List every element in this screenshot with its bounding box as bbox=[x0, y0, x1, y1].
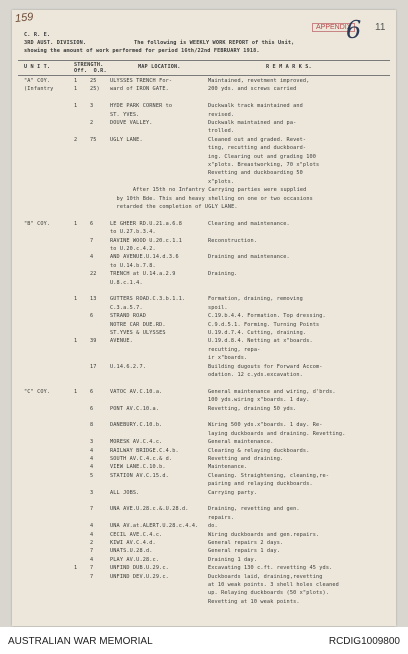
row-remarks: Formation, draining, removing bbox=[208, 296, 303, 303]
handwritten-folio-number: 159 bbox=[14, 11, 34, 25]
header-rule-bottom bbox=[18, 75, 390, 76]
row-remarks: laying duckboards and draining. Revetting. bbox=[208, 430, 346, 437]
row-other-ranks: 4 bbox=[90, 447, 94, 454]
row-other-ranks: 39 bbox=[90, 338, 97, 345]
header-period: showing the amount of work performed for period 16th/22nd FEBRUARY 1918. bbox=[24, 48, 260, 54]
row-location: STRAND ROAD bbox=[110, 313, 147, 320]
row-location: After 15th no Infantry Carrying parties were supplied bbox=[110, 187, 307, 194]
row-remarks: U.19.d.7.4. Cutting, draining. bbox=[208, 330, 307, 336]
row-remarks: Cleaned out and graded. Revet- bbox=[208, 136, 307, 143]
row-remarks: Building dugouts for Forward Accom- bbox=[208, 363, 323, 370]
row-other-ranks: 6 bbox=[90, 313, 94, 320]
column-strength: STRENGTH. bbox=[74, 62, 104, 68]
row-location: NOTRE CAR DUE.RD. bbox=[110, 321, 166, 328]
row-other-ranks: 4 bbox=[90, 531, 94, 538]
row-remarks: Carrying party. bbox=[208, 489, 258, 496]
appendix-stamp: APPENDIX bbox=[312, 23, 355, 32]
handwritten-appendix-number: 6 bbox=[346, 16, 362, 44]
row-remarks: Excavating 130 c.ft. revetting 45 yds. bbox=[208, 565, 333, 572]
row-location: HYDE PARK CORNER to bbox=[110, 103, 173, 110]
row-remarks: C.9.d.5.1. Forming. Turning Points bbox=[208, 321, 320, 328]
row-location: DANEBURY.C.10.b. bbox=[110, 422, 163, 429]
row-remarks: Maintenance. bbox=[208, 464, 248, 471]
row-remarks: Draining, revetting and gen. bbox=[208, 506, 300, 513]
row-location: UNFIND DUB.U.29.c. bbox=[110, 565, 169, 572]
row-other-ranks: 6 bbox=[90, 388, 94, 395]
row-location: UNA AVE.U.28.c.&.U.28.d. bbox=[110, 506, 189, 513]
row-remarks: Duckwalk maintained and pa- bbox=[208, 120, 297, 126]
header-rule-top bbox=[18, 60, 390, 61]
row-location: to U.27.b.3.4. bbox=[110, 229, 156, 236]
row-unit: (Infantry bbox=[24, 86, 54, 93]
row-other-ranks: 17 bbox=[90, 363, 97, 370]
row-location: PLAY AV.U.28.c. bbox=[110, 556, 160, 563]
row-location: PONT AV.C.10.a. bbox=[110, 405, 160, 412]
row-remarks: Revetting, draining 50 yds. bbox=[208, 405, 297, 412]
row-location: RAILWAY BRIDGE.C.4.b. bbox=[110, 447, 179, 454]
row-officers: 1 bbox=[74, 338, 78, 345]
column-unit: U N I T. bbox=[24, 64, 51, 70]
row-remarks: Duckwalk track maintained and bbox=[208, 103, 303, 110]
row-location: MORESK AV.C.4.c. bbox=[110, 439, 163, 446]
row-remarks: spoil. bbox=[208, 304, 228, 311]
row-unit: "C" COY. bbox=[24, 388, 51, 395]
row-officers: 1 bbox=[74, 388, 78, 395]
row-location: TRENCH at U.14.a.2.9 bbox=[110, 271, 176, 278]
row-other-ranks: 4 bbox=[90, 456, 94, 462]
row-location: U.14.6.2.7. bbox=[110, 363, 147, 370]
row-other-ranks: 2 bbox=[90, 540, 94, 546]
row-location: RAVINE WOOD U.20.c.1.1 bbox=[110, 237, 183, 244]
row-remarks: recutting, repa- bbox=[208, 346, 261, 353]
row-other-ranks: 7 bbox=[90, 573, 94, 580]
row-remarks: do. bbox=[208, 523, 218, 530]
row-other-ranks: 2 bbox=[90, 120, 94, 126]
row-other-ranks: 22 bbox=[90, 271, 97, 278]
row-location: UNATS.U.28.d. bbox=[110, 548, 153, 555]
row-other-ranks: 4 bbox=[90, 254, 94, 261]
row-remarks: Revetting at 10 weak points. bbox=[208, 598, 300, 605]
row-other-ranks: 5 bbox=[90, 472, 94, 479]
row-location: ULYSSES TRENCH For- bbox=[110, 78, 173, 84]
row-remarks: Wiring 500 yds.x"boards. 1 day. Re- bbox=[208, 422, 323, 429]
folio-number: 11 bbox=[375, 22, 386, 33]
footer-record-id: RCDIG1009800 bbox=[328, 636, 400, 647]
row-remarks: General maintenance. bbox=[208, 439, 274, 446]
row-remarks: Cleaning. Straightening, cleaning,re- bbox=[208, 472, 330, 479]
row-remarks: Clearing and maintenance. bbox=[208, 220, 290, 227]
archive-footer bbox=[0, 627, 408, 654]
row-remarks: Revetting and draining. bbox=[208, 456, 284, 462]
row-location: KIWI AV.C.4.d. bbox=[110, 540, 156, 546]
row-remarks: Draining 1 day. bbox=[208, 556, 258, 563]
row-other-ranks: 6 bbox=[90, 220, 94, 227]
row-officers: 1 bbox=[74, 565, 78, 572]
row-unit: "A" COY. bbox=[24, 78, 51, 84]
row-location: DOUVE VALLEY. bbox=[110, 120, 153, 126]
row-unit: "B" COY. bbox=[24, 220, 51, 227]
row-remarks: pairing and relaying duckboards. bbox=[208, 481, 313, 488]
row-remarks: General maintenance and wiring, d'brds. bbox=[208, 388, 336, 395]
row-remarks: ing. Clearing out and grading 100 bbox=[208, 153, 317, 160]
row-location: UGLY LANE. bbox=[110, 136, 143, 143]
row-officers: 1 bbox=[74, 296, 78, 303]
row-other-ranks: 3 bbox=[90, 489, 94, 496]
row-location: CECIL AVE.C.4.c. bbox=[110, 531, 163, 538]
row-other-ranks: 7 bbox=[90, 506, 94, 513]
row-other-ranks: 13 bbox=[90, 296, 97, 303]
row-remarks: x"plots. bbox=[208, 178, 235, 185]
row-remarks: C.19.b.4.4. Formation. Top dressing. bbox=[208, 313, 326, 320]
row-remarks: ting, recutting and duckboard- bbox=[208, 145, 307, 152]
row-remarks: up. Relaying duckboards (50 x"plots). bbox=[208, 590, 330, 597]
row-location: U.8.c.1.4. bbox=[110, 279, 143, 286]
row-location: LE GHEER RD.U.21.a.6.8 bbox=[110, 220, 183, 227]
row-other-ranks: 7 bbox=[90, 237, 94, 244]
row-remarks: 100 yds.wiring x"boards. 1 day. bbox=[208, 397, 310, 404]
row-location: C.3.a.5.7. bbox=[110, 304, 143, 311]
row-location: AND AVENUE.U.14.d.3.6 bbox=[110, 254, 179, 261]
row-other-ranks: 6 bbox=[90, 405, 94, 412]
row-other-ranks: 4 bbox=[90, 556, 94, 563]
row-location: UNFIND DEV.U.29.c. bbox=[110, 573, 169, 580]
row-remarks: 200 yds. and screws carried bbox=[208, 86, 297, 93]
column-strength-sub: Off. O.R. bbox=[74, 68, 107, 74]
row-other-ranks: 25) bbox=[90, 86, 100, 93]
row-remarks: odation. 12 c.yds.excavation. bbox=[208, 372, 303, 378]
row-remarks: repairs. bbox=[208, 514, 235, 521]
row-remarks: Wiring duckboards and gen.repairs. bbox=[208, 531, 320, 538]
row-location: ST.YVES & ULYSSES bbox=[110, 330, 166, 336]
row-location: STATION AV.C.15.d. bbox=[110, 472, 169, 479]
row-location: ward of IRON GATE. bbox=[110, 86, 169, 93]
column-remarks: R E M A R K S. bbox=[266, 64, 312, 70]
row-location: VIEW LANE.C.10.b. bbox=[110, 464, 166, 471]
row-other-ranks: 3 bbox=[90, 103, 94, 110]
row-remarks: Maintained, revetment improved, bbox=[208, 78, 310, 84]
row-location: by 10th Bde. This and heavy shelling on one or two occasions bbox=[110, 195, 313, 202]
row-remarks: Draining. bbox=[208, 271, 238, 278]
row-remarks: x"plots. Breastworking, 70 x"plots bbox=[208, 162, 320, 168]
row-location: AVENUE. bbox=[110, 338, 133, 345]
header-intro: The following is WEEKLY WORK REPORT of this Unit, bbox=[134, 40, 295, 46]
header-division: 3RD AUST. DIVISION. bbox=[24, 40, 87, 46]
row-location: ST. YVES. bbox=[110, 111, 140, 118]
row-remarks: Clearing & relaying duckboards. bbox=[208, 447, 310, 454]
row-other-ranks: 25 bbox=[90, 78, 97, 84]
row-officers: 1 bbox=[74, 103, 78, 110]
row-remarks: General repairs 1 day. bbox=[208, 548, 281, 555]
row-location: UNA AV.at.ALERT.U.28.c.4.4. bbox=[110, 523, 199, 530]
row-officers: 1 bbox=[74, 220, 78, 227]
row-remarks: Duckboards laid, draining,revetting bbox=[208, 573, 323, 580]
column-map-location: MAP LOCATION. bbox=[138, 64, 181, 70]
row-remarks: Draining and maintenance. bbox=[208, 254, 290, 261]
row-remarks: General repairs 2 days. bbox=[208, 540, 284, 546]
row-location: to U.20.c.4.2. bbox=[110, 246, 156, 252]
row-remarks: revised. bbox=[208, 111, 235, 118]
row-remarks: ir x"boards. bbox=[208, 355, 248, 362]
row-other-ranks: 7 bbox=[90, 565, 94, 572]
document-page bbox=[12, 10, 396, 626]
row-other-ranks: 4 bbox=[90, 464, 94, 471]
row-location: retarded the completion of UGLY LANE. bbox=[110, 204, 238, 210]
row-remarks: U.19.d.8.4. Netting at x"boards. bbox=[208, 338, 313, 345]
row-other-ranks: 75 bbox=[90, 136, 97, 143]
row-other-ranks: 3 bbox=[90, 439, 94, 446]
row-officers: 2 bbox=[74, 136, 78, 143]
row-other-ranks: 7 bbox=[90, 548, 94, 555]
row-officers: 1 bbox=[74, 78, 78, 84]
row-officers: 1 bbox=[74, 86, 78, 93]
row-remarks: Reconstruction. bbox=[208, 237, 258, 244]
row-remarks: Revetting and duckboarding 50 bbox=[208, 170, 303, 177]
header-cre: C. R. E. bbox=[24, 32, 51, 38]
footer-institution: AUSTRALIAN WAR MEMORIAL bbox=[8, 636, 153, 647]
row-location: GUTTERS ROAD.C.3.b.1.1. bbox=[110, 296, 186, 303]
row-other-ranks: 8 bbox=[90, 422, 94, 429]
row-location: to U.14.b.7.8. bbox=[110, 262, 156, 269]
row-location: VATOC AV.C.10.a. bbox=[110, 388, 163, 395]
row-location: ALL JOBS. bbox=[110, 489, 140, 496]
row-remarks: at 10 weak points. 3 shell holes cleaned bbox=[208, 582, 339, 588]
row-remarks: trolled. bbox=[208, 128, 235, 135]
row-location: SOUTH AV.C.4.c.& d. bbox=[110, 456, 173, 462]
row-other-ranks: 4 bbox=[90, 523, 94, 530]
